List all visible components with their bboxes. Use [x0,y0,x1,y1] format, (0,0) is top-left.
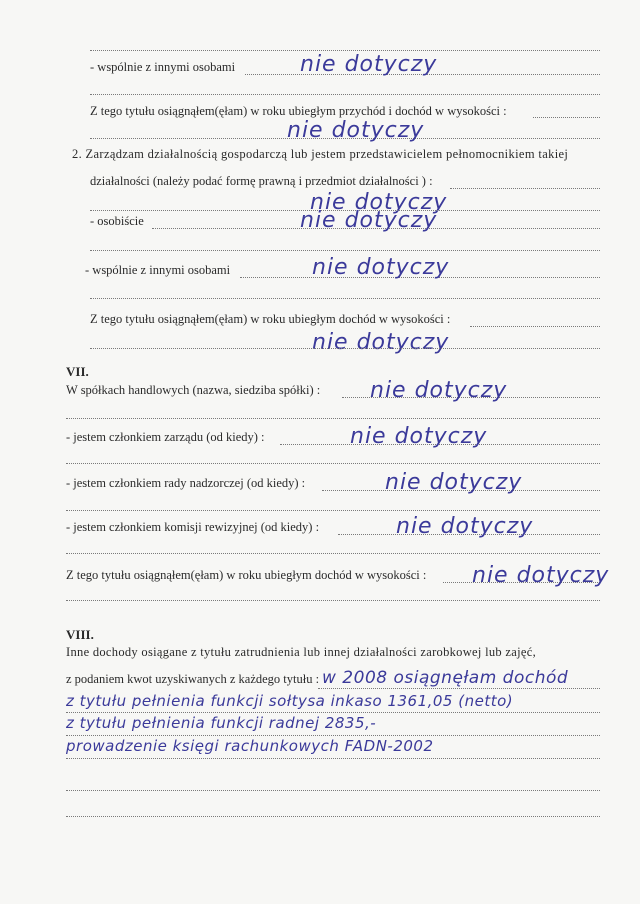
section8-heading: VIII. [66,627,94,642]
dotted-line [66,816,600,817]
osobiscie-label: - osobiście [90,214,144,228]
dotted-line [90,250,600,251]
section8-line2: z podaniem kwot uzyskiwanych z każdego tytułu : [66,672,320,686]
dotted-line [470,326,600,327]
osobiscie-value: nie dotyczy [300,208,438,233]
dotted-line [90,348,600,349]
item2-line2: działalności (należy podać formę prawną i przedmiot działalności ) : [90,174,433,188]
dotted-line [90,94,600,95]
item2-value: nie dotyczy [310,190,448,215]
rada-value: nie dotyczy [385,470,523,495]
komisja-label: - jestem członkiem komisji rewizyjnej (od kiedy) : [66,520,320,534]
zarzad-value: nie dotyczy [350,424,488,449]
spolki-label: W spółkach handlowych (nazwa, siedziba spółki) : [66,383,321,397]
spolki-value: nie dotyczy [370,378,508,403]
dotted-line [66,790,600,791]
section8-line1: Inne dochody osiągane z tytułu zatrudnienia lub innej działalności zarobkowej lub zajęć, [66,645,536,659]
income-value: nie dotyczy [287,118,425,143]
item2-line1: 2. Zarządzam działalnością gospodarczą lub jestem przedstawicielem pełnomocnikiem takiej [72,147,569,161]
dotted-line [66,463,600,464]
dotted-line [318,688,600,689]
section8-hw2: z tytułu pełnienia funkcji sołtysa inkaso 1361,05 (netto) [66,692,514,710]
dotted-line [66,600,600,601]
section8-hw1: w 2008 osiągnęłam dochód [322,668,569,688]
wspolnie2-label: - wspólnie z innymi osobami [85,263,231,277]
zarzad-label: - jestem członkiem zarządu (od kiedy) : [66,430,265,444]
dotted-line [66,712,600,713]
dotted-line [90,50,600,51]
wspolnie-label: - wspólnie z innymi osobami [90,60,236,74]
income2-value: nie dotyczy [312,330,450,355]
income-label: Z tego tytułu osiągnąłem(ęłam) w roku ubiegłym przychód i dochód w wysokości : [90,104,507,118]
income7-value: nie dotyczy [472,563,610,588]
dotted-line [66,553,600,554]
section8-hw3: z tytułu pełnienia funkcji radnej 2835,- [66,714,377,732]
section7-heading: VII. [66,364,89,379]
wspolnie2-value: nie dotyczy [312,255,450,280]
dotted-line [90,298,600,299]
dotted-line [66,510,600,511]
dotted-line [66,735,600,736]
wspolnie-value: nie dotyczy [300,52,438,77]
dotted-line [66,758,600,759]
dotted-line [66,418,600,419]
income7-label: Z tego tytułu osiągnąłem(ęłam) w roku ubiegłym dochód w wysokości : [66,568,427,582]
komisja-value: nie dotyczy [396,514,534,539]
dotted-line [533,117,600,118]
dotted-line [450,188,600,189]
rada-label: - jestem członkiem rady nadzorczej (od kiedy) : [66,476,306,490]
income2-label: Z tego tytułu osiągnąłem(ęłam) w roku ubiegłym dochód w wysokości : [90,312,451,326]
section8-hw4: prowadzenie księgi rachunkowych FADN-2002 [66,737,434,755]
